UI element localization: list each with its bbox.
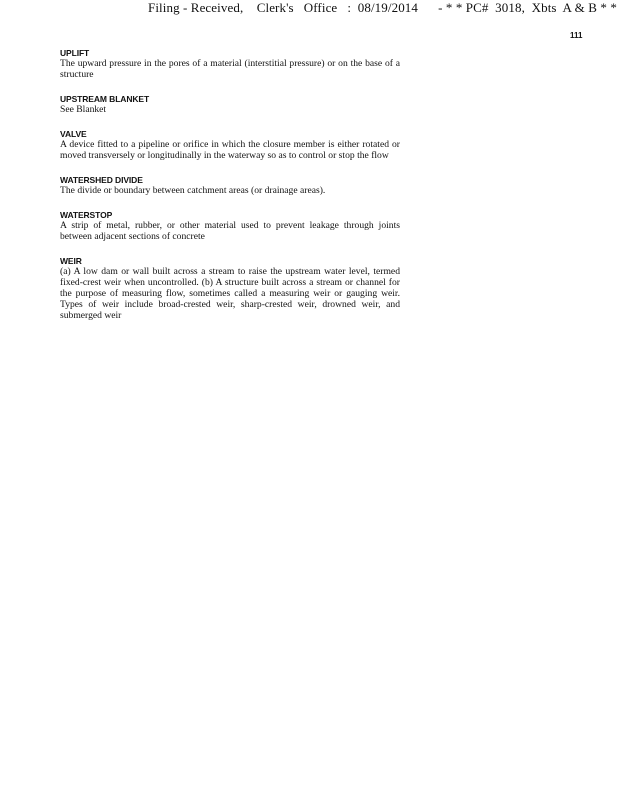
term-definition: See Blanket: [60, 104, 107, 115]
term-heading: WATERSHED DIVIDE: [60, 175, 143, 185]
glossary-entry-uplift: [60, 48, 400, 80]
term-heading: VALVE: [60, 129, 87, 139]
page-number: 111: [570, 31, 583, 40]
term-heading: WEIR: [60, 256, 82, 266]
glossary-entry-waterstop: [60, 210, 400, 242]
term-definition: A device fitted to a pipeline or orifice in which the closure member is either rotated or moved transversely or longitudinally in the waterway so as to control or stop the flow: [60, 139, 400, 161]
term-definition: (a) A low dam or wall built across a stream to raise the upstream water level, termed fixed-crest weir when uncontrolled. (b) A structure built across a stream or channel for the purpose of measuring flow, sometimes called a measuring weir or gauging weir. Types of weir include broad-crested weir, sharp-crested weir, drowned weir, and submerged weir: [60, 266, 400, 321]
term-heading: UPLIFT: [60, 48, 90, 58]
glossary-entry-valve: [60, 129, 400, 161]
term-heading: WATERSTOP: [60, 210, 113, 220]
glossary-entry-upstream-blanket: [60, 94, 400, 115]
filing-stamp-header: Filing - Received, Clerk's Office : 08/19/2014 - * * PC# 3018, Xbts A & B * *: [148, 0, 617, 15]
glossary-entry-weir: [60, 256, 400, 321]
term-heading: UPSTREAM BLANKET: [60, 94, 150, 104]
glossary-content: [60, 48, 400, 335]
term-definition: A strip of metal, rubber, or other material used to prevent leakage through joints between adjacent sections of concrete: [60, 220, 400, 242]
term-definition: The divide or boundary between catchment areas (or drainage areas).: [60, 185, 326, 196]
glossary-entry-watershed-divide: [60, 175, 400, 196]
term-definition: The upward pressure in the pores of a material (interstitial pressure) or on the base of a structure: [60, 58, 400, 80]
